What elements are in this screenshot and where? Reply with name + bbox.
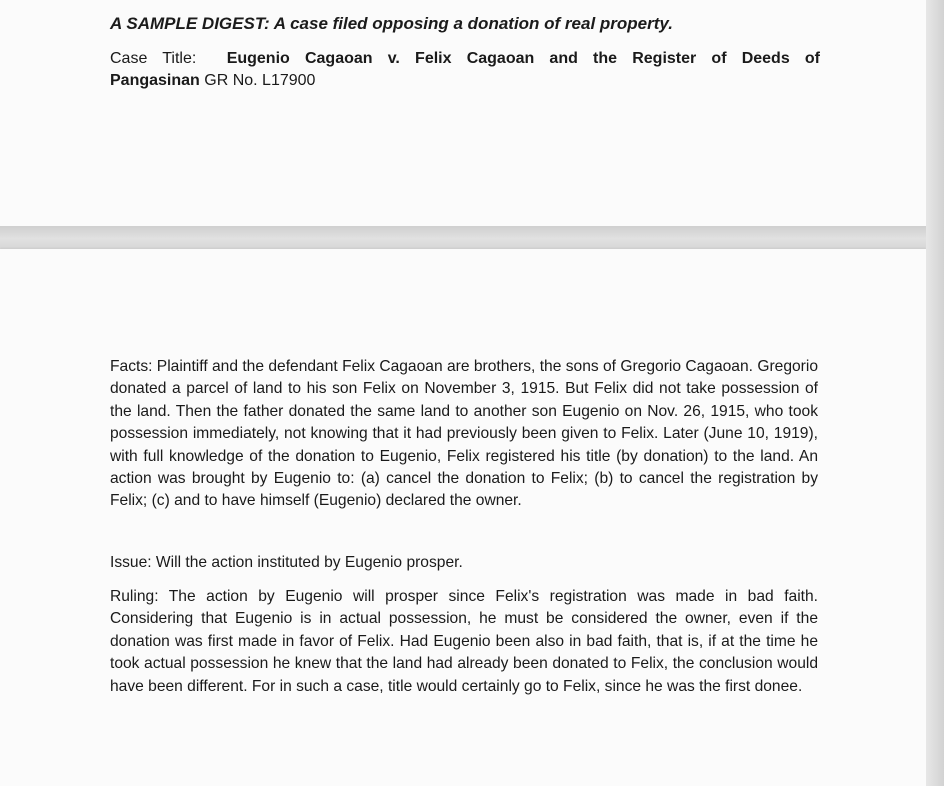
document-page-bottom — [0, 249, 926, 786]
case-title-text-continued: Pangasinan — [110, 72, 200, 89]
case-title-label: Case Title: — [110, 50, 197, 67]
case-title-text: Eugenio Cagaoan v. Felix Cagaoan and the Register of Deeds of — [226, 50, 821, 67]
ruling-paragraph: Ruling: The action by Eugenio will prosper since Felix's registration was made in bad faith. Considering that Eugenio is in actual possession, he must be considered the owner, even if the donation was first made in favor of Felix. Had Eugenio been also in bad faith, that is, if at the time he took actual possession he knew that the land had already been donated to Felix, the conclusion would have been different. For in such a case, title would certainly go to Felix, since he was the first donee. — [110, 588, 818, 695]
case-title-line-2 — [110, 70, 315, 92]
facts-paragraph: Facts: Plaintiff and the defendant Felix Cagaoan are brothers, the sons of Gregorio Cagaoan. Gregorio donated a parcel of land to his son Felix on November 3, 1915. But Felix did not take possession of the land. Then the father donated the same land to another son Eugenio on Nov. 26, 1915, who took possession immediately, not knowing that it had previously been given to Felix. Later (June 10, 1919), with full knowledge of the donation to Eugenio, Felix registered his title (by donation) to the land. An action was brought by Eugenio to: (a) cancel the donation to Felix; (b) to cancel the registration by Felix; (c) and to have himself (Eugenio) declared the owner. — [110, 358, 818, 510]
issue-paragraph: Issue: Will the action instituted by Eugenio prosper. — [110, 554, 463, 571]
page-gap — [0, 226, 926, 249]
page-edge-shadow — [926, 0, 944, 786]
gr-number: GR No. L17900 — [204, 72, 316, 89]
case-title-line — [110, 48, 820, 70]
digest-heading: A SAMPLE DIGEST: A case filed opposing a donation of real property. — [110, 14, 673, 33]
document-page-top — [0, 0, 926, 226]
